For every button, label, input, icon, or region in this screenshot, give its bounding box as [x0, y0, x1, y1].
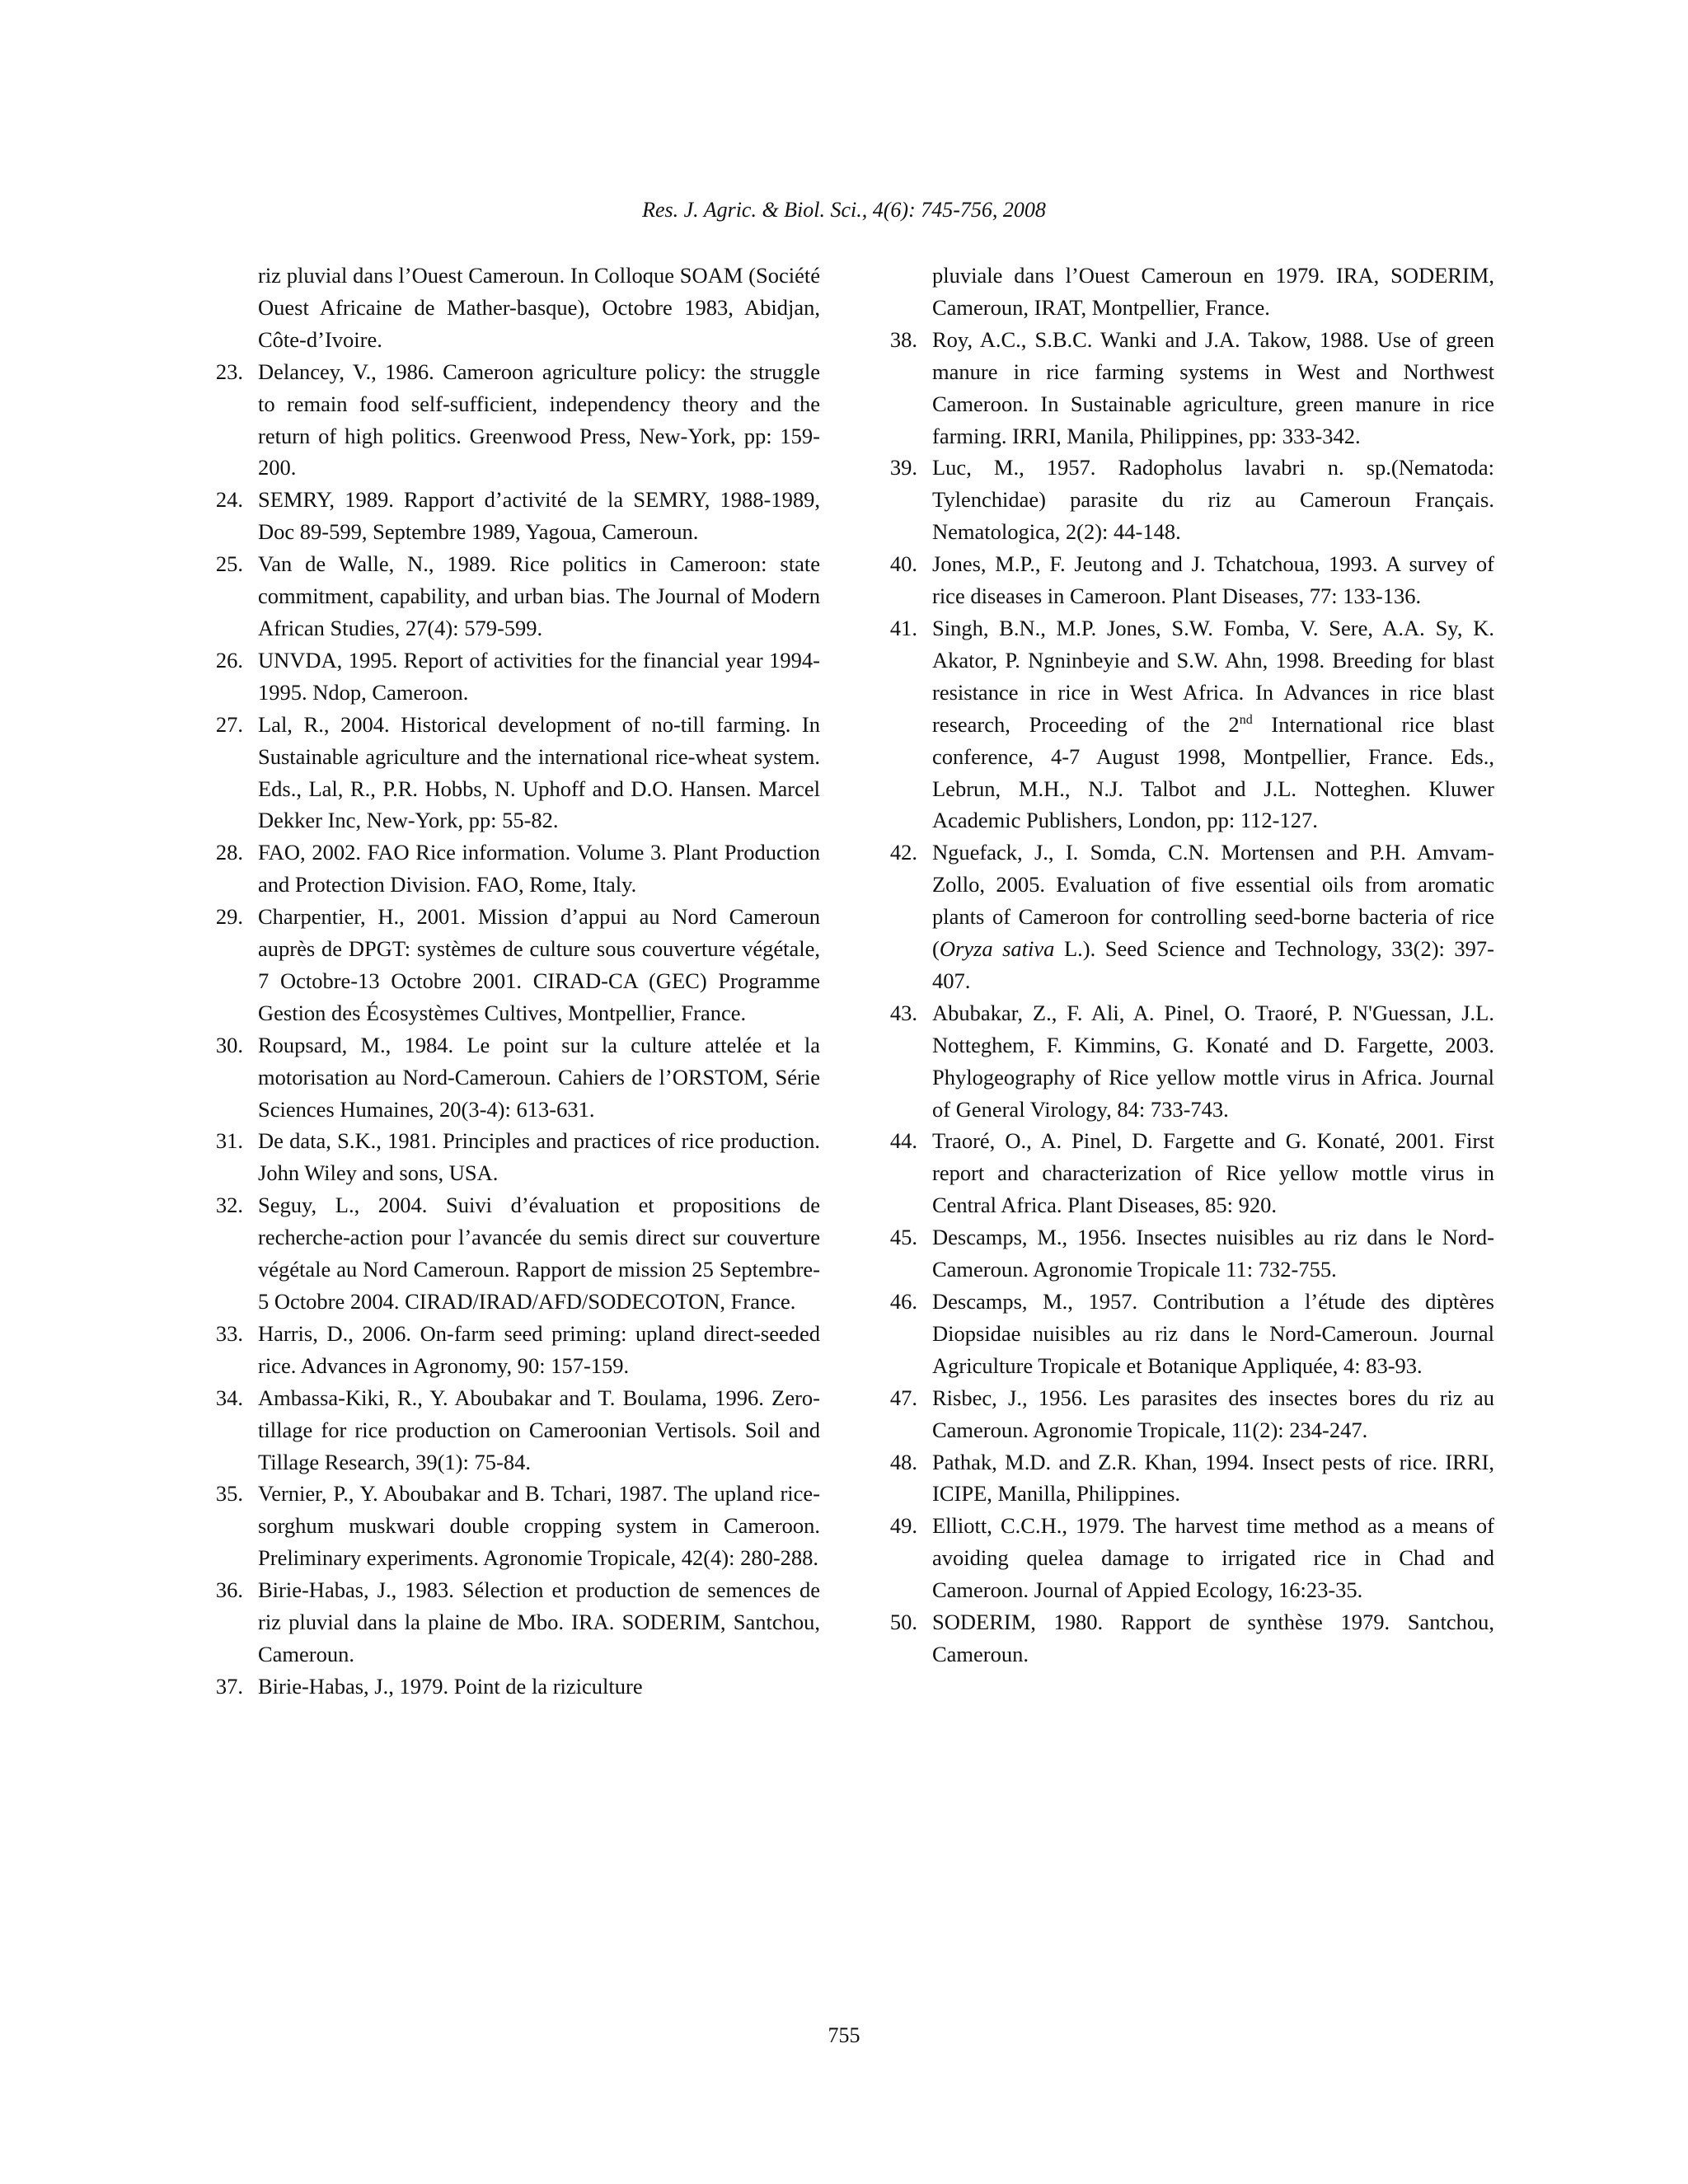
reference-text: Roy, A.C., S.B.C. Wanki and J.A. Takow, 1988. Use of green manure in rice farming systems in West and Northwest Cameroon. In Sustainable agriculture, green manure in rice farming. IRRI, Manila, Philippines, pp: 333-342.: [932, 326, 1494, 448]
reference-item: [872, 452, 1494, 548]
reference-text: FAO, 2002. FAO Rice information. Volume 3. Plant Production and Protection Division. FAO, Rome, Italy.: [258, 840, 820, 898]
ordinal-superscript: nd: [1239, 712, 1253, 727]
reference-item: [198, 356, 820, 485]
reference-text: UNVDA, 1995. Report of activities for the financial year 1994-1995. Ndop, Cameroon.: [258, 647, 820, 705]
reference-text: Risbec, J., 1956. Les parasites des insectes bores du riz au Cameroun. Agronomie Tropicale, 11(2): 234-247.: [932, 1385, 1494, 1442]
reference-item: [872, 612, 1494, 837]
reference-text: Elliott, C.C.H., 1979. The harvest time method as a means of avoiding quelea damage to irrigated rice in Chad and Cameroon. Journal of Appied Ecology, 16:23-35.: [932, 1513, 1494, 1603]
reference-number: 27.: [215, 711, 243, 737]
reference-number: 28.: [215, 840, 243, 865]
reference-text: Birie-Habas, J., 1979. Point de la riziculture: [258, 1673, 643, 1699]
reference-text: Descamps, M., 1956. Insectes nuisibles au riz dans le Nord-Cameroun. Agronomie Tropicale 11: 732-755.: [932, 1225, 1494, 1282]
reference-item: [198, 1478, 820, 1574]
reference-number: 23.: [215, 359, 243, 384]
reference-number: 25.: [215, 551, 243, 577]
reference-item: [198, 1574, 820, 1671]
reference-text: Lal, R., 2004. Historical development of no-till farming. In Sustainable agriculture and the international rice-wheat system. Eds., Lal, R., P.R. Hobbs, N. Uphoff and D.O. Hansen. Marcel Dekker Inc, New-York, pp: 55-82.: [258, 711, 820, 833]
reference-item: [198, 1318, 820, 1382]
reference-text: SEMRY, 1989. Rapport d’activité de la SEMRY, 1988-1989, Doc 89-599, Septembre 1989, Yagoua, Cameroun.: [258, 487, 820, 545]
reference-number: 50.: [889, 1610, 917, 1635]
reference-number: 39.: [889, 455, 917, 480]
reference-number: 35.: [215, 1481, 243, 1507]
reference-number: 31.: [215, 1128, 243, 1154]
reference-item: [198, 1125, 820, 1189]
reference-text: riz pluvial dans l’Ouest Cameroun. In Colloque SOAM (Société Ouest Africaine de Mather-basque), Octobre 1983, Abidjan, Côte-d’Ivoire.: [258, 263, 820, 352]
reference-number: 38.: [889, 326, 917, 352]
reference-text: Harris, D., 2006. On-farm seed priming: upland direct-seeded rice. Advances in Agronomy, 90: 157-159.: [258, 1320, 820, 1378]
species-name: Oryza sativa: [939, 936, 1055, 962]
reference-item: [872, 260, 1494, 324]
reference-item: [872, 1382, 1494, 1446]
references-right-column: [872, 260, 1494, 1671]
running-head: Res. J. Agric. & Biol. Sci., 4(6): 745-756, 2008: [642, 198, 1046, 222]
reference-text: Ambassa-Kiki, R., Y. Aboubakar and T. Boulama, 1996. Zero-tillage for rice production on Cameroonian Vertisols. Soil and Tillage Research, 39(1): 75-84.: [258, 1385, 820, 1474]
reference-item: [872, 1606, 1494, 1671]
reference-number: 42.: [889, 840, 917, 865]
reference-item: [198, 837, 820, 901]
reference-text: Luc, M., 1957. Radopholus lavabri n. sp.(Nematoda: Tylenchidae) parasite du riz au Cameroun Français. Nematologica, 2(2): 44-148.: [932, 455, 1494, 545]
reference-text: pluviale dans l’Ouest Cameroun en 1979. IRA, SODERIM, Cameroun, IRAT, Montpellier, France.: [932, 263, 1494, 320]
reference-text-part: Singh, B.N., M.P. Jones, S.W. Fomba, V. Sere, A.A. Sy, K. Akator, P. Ngninbeyie and S.W. Ahn, 1998. Breeding for blast resistance in rice in West Africa. In Advances in rice blast research, Proceeding of the 2: [932, 615, 1494, 737]
reference-item: [198, 901, 820, 1029]
reference-text: [932, 612, 1494, 837]
reference-text-part: Nguefack, J., I. Somda, C.N. Mortensen and P.H. Amvam-Zollo, 2005. Evaluation of five essential oils from aromatic plants of Cameroon for controlling seed-borne bacteria of rice (: [932, 840, 1494, 962]
reference-text: Jones, M.P., F. Jeutong and J. Tchatchoua, 1993. A survey of rice diseases in Cameroon. Plant Diseases, 77: 133-136.: [932, 551, 1494, 609]
reference-number: 46.: [889, 1289, 917, 1314]
reference-number: 41.: [889, 615, 917, 640]
reference-text: Seguy, L., 2004. Suivi d’évaluation et propositions de recherche-action pour l’avancée du semis direct sur couverture végétale au Nord Cameroun. Rapport de mission 25 Septembre-5 Octobre 2004. CIRAD/IRAD/AFD/SODECOTON, France.: [258, 1193, 820, 1314]
reference-item: [872, 997, 1494, 1126]
reference-number: 49.: [889, 1513, 917, 1539]
reference-number: 47.: [889, 1385, 917, 1410]
reference-text: Vernier, P., Y. Aboubakar and B. Tchari, 1987. The upland rice-sorghum muskwari double cropping system in Cameroon. Preliminary experiments. Agronomie Tropicale, 42(4): 280-288.: [258, 1481, 820, 1571]
reference-number: 26.: [215, 647, 243, 673]
reference-item: [198, 1382, 820, 1479]
reference-item: [198, 1189, 820, 1318]
reference-number: 40.: [889, 551, 917, 577]
reference-number: 36.: [215, 1577, 243, 1603]
reference-item: [198, 1671, 820, 1703]
reference-text: Van de Walle, N., 1989. Rice politics in Cameroon: state commitment, capability, and urban bias. The Journal of Modern African Studies, 27(4): 579-599.: [258, 551, 820, 640]
reference-item: [198, 484, 820, 548]
reference-text-part: L.). Seed Science and Technology, 33(2): 397-407.: [932, 936, 1495, 993]
reference-text: De data, S.K., 1981. Principles and practices of rice production. John Wiley and sons, USA.: [258, 1128, 820, 1186]
reference-number: 34.: [215, 1385, 243, 1410]
reference-number: 24.: [215, 487, 243, 513]
reference-number: 48.: [889, 1449, 917, 1474]
reference-item: [198, 548, 820, 644]
reference-text-part: International rice blast conference, 4-7 August 1998, Montpellier, France. Eds., Lebrun, M.H., N.J. Talbot and J.L. Notteghen. Kluwer Academic Publishers, London, pp: 112-127.: [932, 711, 1494, 833]
reference-number: 37.: [215, 1673, 243, 1699]
reference-number: 44.: [889, 1128, 917, 1154]
reference-text: Traoré, O., A. Pinel, D. Fargette and G. Konaté, 2001. First report and characterization of Rice yellow mottle virus in Central Africa. Plant Diseases, 85: 920.: [932, 1128, 1494, 1218]
reference-number: 30.: [215, 1032, 243, 1057]
reference-number: 29.: [215, 904, 243, 930]
reference-number: 45.: [889, 1225, 917, 1250]
reference-item: [872, 1510, 1494, 1606]
page-number: 755: [828, 2023, 860, 2047]
reference-item: [198, 644, 820, 709]
reference-item: [872, 1125, 1494, 1221]
reference-item: [872, 1221, 1494, 1286]
reference-item: [198, 1029, 820, 1126]
reference-item: [872, 1286, 1494, 1382]
reference-number: 43.: [889, 1000, 917, 1025]
reference-text: Charpentier, H., 2001. Mission d’appui au Nord Cameroun auprès de DPGT: systèmes de culture sous couverture végétale, 7 Octobre-13 Octobre 2001. CIRAD-CA (GEC) Programme Gestion des Écosystèmes Cultives, Montpellier, France.: [258, 904, 820, 1025]
reference-text: Roupsard, M., 1984. Le point sur la culture attelée et la motorisation au Nord-Cameroun. Cahiers de l’ORSTOM, Série Sciences Humaines, 20(3-4): 613-631.: [258, 1032, 820, 1122]
references-left-column: [198, 260, 820, 1703]
reference-item: [872, 548, 1494, 612]
reference-text: SODERIM, 1980. Rapport de synthèse 1979. Santchou, Cameroun.: [932, 1610, 1494, 1666]
reference-item: [198, 709, 820, 837]
reference-number: 32.: [215, 1193, 243, 1218]
reference-item: [872, 324, 1494, 452]
reference-number: 33.: [215, 1320, 243, 1346]
reference-text: Descamps, M., 1957. Contribution a l’étude des diptères Diopsidae nuisibles au riz dans le Nord-Cameroun. Journal Agriculture Tropicale et Botanique Appliquée, 4: 83-93.: [932, 1289, 1494, 1378]
reference-text: Delancey, V., 1986. Cameroon agriculture policy: the struggle to remain food self-sufficient, independency theory and the return of high politics. Greenwood Press, New-York, pp: 159-200.: [258, 359, 820, 480]
reference-item: [872, 1446, 1494, 1511]
reference-text: Birie-Habas, J., 1983. Sélection et production de semences de riz pluvial dans la plaine de Mbo. IRA. SODERIM, Santchou, Cameroun.: [258, 1577, 820, 1666]
reference-item: [872, 837, 1494, 997]
reference-text: Pathak, M.D. and Z.R. Khan, 1994. Insect pests of rice. IRRI, ICIPE, Manilla, Philippines.: [932, 1449, 1494, 1507]
reference-text: Abubakar, Z., F. Ali, A. Pinel, O. Traoré, P. N'Guessan, J.L. Notteghem, F. Kimmins, G. Konaté and D. Fargette, 2003. Phylogeography of Rice yellow mottle virus in Africa. Journal of General Virology, 84: 733-743.: [932, 1000, 1494, 1122]
reference-text: [932, 837, 1494, 997]
reference-item: [198, 260, 820, 356]
